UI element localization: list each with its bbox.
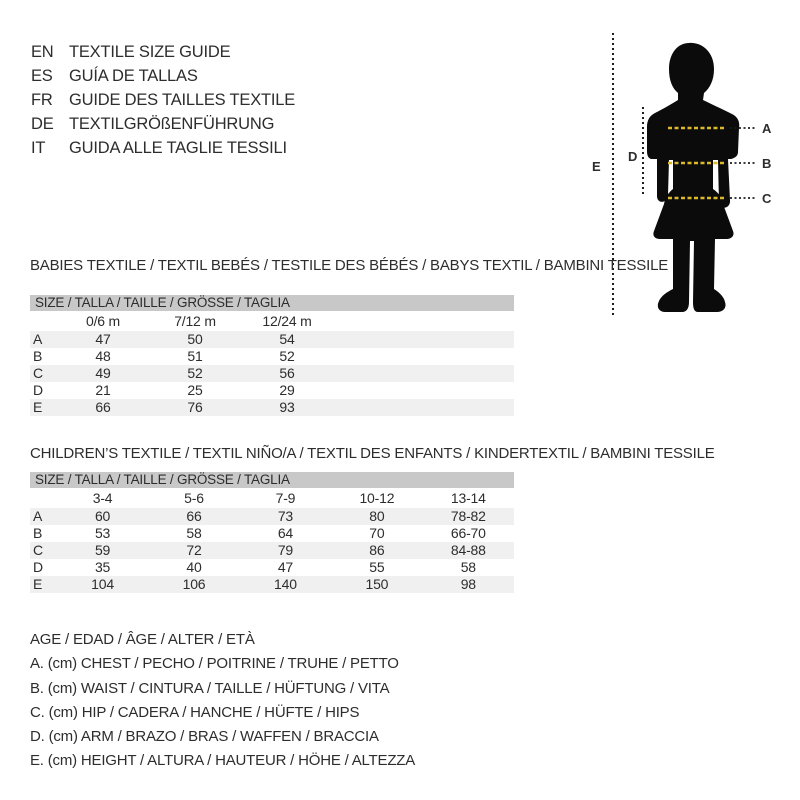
measure-label-E: E — [592, 159, 601, 174]
filler-cell — [333, 331, 514, 348]
cell-value: 104 — [91, 576, 114, 592]
cell-value: 70 — [369, 525, 385, 541]
table-row — [30, 365, 514, 382]
table-row — [30, 399, 514, 416]
cell-value: 72 — [186, 542, 202, 558]
table-row — [30, 382, 514, 399]
lang-label: GUIDA ALLE TAGLIE TESSILI — [69, 139, 287, 157]
table-row — [30, 542, 514, 559]
cell-value: 84-88 — [450, 542, 486, 558]
lang-row-es — [31, 64, 295, 88]
cell-value: 59 — [94, 542, 111, 558]
children-section-title: CHILDREN’S TEXTILE / TEXTIL NIÑO/A / TEXTIL DES ENFANTS / KINDERTEXTIL / BAMBINI TESSILE — [30, 445, 715, 462]
children-size-table — [30, 472, 514, 593]
cell-value: 66 — [95, 399, 111, 415]
children-column-header-row — [30, 488, 514, 508]
table-row — [30, 508, 514, 525]
lang-code: IT — [31, 139, 46, 157]
legend-line-waist: B. (cm) WAIST / CINTURA / TAILLE / HÜFTUNG / VITA — [30, 679, 390, 697]
cell-value: 86 — [369, 542, 385, 558]
lang-label: TEXTILGRÖßENFÜHRUNG — [69, 115, 275, 133]
cell-value: 79 — [277, 542, 294, 558]
cell-value: 78-82 — [450, 508, 486, 524]
table-row — [30, 559, 514, 576]
child-silhouette-illustration — [585, 25, 795, 320]
babies-column-header-row — [30, 311, 514, 331]
row-label: D — [33, 382, 43, 398]
measure-label-D: D — [628, 149, 638, 164]
babies-size-table — [30, 295, 514, 416]
lang-code: EN — [31, 43, 54, 61]
language-title-block — [31, 40, 295, 160]
lang-code: DE — [31, 115, 54, 133]
cell-value: 21 — [95, 382, 111, 398]
lang-label: GUIDE DES TAILLES TEXTILE — [69, 91, 296, 109]
measurement-legend — [30, 628, 415, 774]
table-row — [30, 525, 514, 542]
row-label: C — [33, 542, 43, 558]
legend-line-chest: A. (cm) CHEST / PECHO / POITRINE / TRUHE / PETTO — [30, 655, 399, 673]
filler-cell — [333, 311, 514, 331]
cell-value: 56 — [279, 365, 295, 381]
cell-value: 53 — [94, 525, 111, 541]
children-size-header-bar: SIZE / TALLA / TAILLE / GRÖSSE / TAGLIA — [30, 472, 514, 488]
row-label: E — [33, 576, 43, 592]
lang-row-it — [31, 136, 295, 160]
cell-value: 40 — [186, 559, 202, 575]
cell-value: 35 — [94, 559, 111, 575]
row-label: C — [33, 365, 43, 381]
measure-label-B: B — [762, 156, 772, 171]
column-header: 13-14 — [450, 490, 486, 506]
filler-cell — [333, 382, 514, 399]
column-header: 12/24 m — [262, 313, 312, 329]
row-label: A — [33, 508, 43, 524]
cell-value: 29 — [279, 382, 295, 398]
legend-line-age: AGE / EDAD / ÂGE / ALTER / ETÀ — [30, 631, 255, 648]
lang-code: ES — [31, 67, 53, 85]
cell-value: 50 — [187, 331, 203, 347]
row-label: D — [33, 559, 43, 575]
lang-label: TEXTILE SIZE GUIDE — [69, 43, 231, 61]
legend-line-arm: D. (cm) ARM / BRAZO / BRAS / WAFFEN / BRACCIA — [30, 728, 379, 746]
cell-value: 60 — [94, 508, 111, 524]
filler-cell — [333, 348, 514, 365]
cell-value: 150 — [365, 576, 389, 592]
cell-value: 58 — [186, 525, 202, 541]
cell-value: 66-70 — [450, 525, 486, 541]
cell-value: 25 — [187, 382, 203, 398]
lang-row-en — [31, 40, 295, 64]
cell-value: 49 — [95, 365, 111, 381]
cell-value: 58 — [460, 559, 476, 575]
column-header: 10-12 — [359, 490, 395, 506]
row-label: A — [33, 331, 43, 347]
measure-label-A: A — [762, 121, 772, 136]
lang-label: GUÍA DE TALLAS — [69, 67, 198, 85]
cell-value: 73 — [277, 508, 294, 524]
babies-section-title: BABIES TEXTILE / TEXTIL BEBÉS / TESTILE DES BÉBÉS / BABYS TEXTIL / BAMBINI TESSILE — [30, 257, 669, 274]
row-label: E — [33, 399, 43, 415]
lang-code: FR — [31, 91, 53, 109]
cell-value: 52 — [187, 365, 203, 381]
cell-value: 52 — [279, 348, 295, 364]
column-header: 0/6 m — [85, 313, 120, 329]
cell-value: 98 — [460, 576, 476, 592]
cell-value: 76 — [187, 399, 203, 415]
cell-value: 66 — [186, 508, 202, 524]
row-label: B — [33, 525, 43, 541]
measurement-figure — [585, 25, 795, 320]
cell-value: 64 — [277, 525, 294, 541]
column-header: 5-6 — [184, 490, 204, 506]
corner-cell — [30, 311, 57, 331]
table-row — [30, 348, 514, 365]
cell-value: 80 — [369, 508, 385, 524]
table-row — [30, 576, 514, 593]
filler-cell — [333, 365, 514, 382]
column-header: 7-9 — [275, 490, 296, 506]
cell-value: 55 — [369, 559, 385, 575]
cell-value: 106 — [182, 576, 206, 592]
filler-cell — [333, 399, 514, 416]
column-header: 3-4 — [92, 490, 113, 506]
table-row — [30, 331, 514, 348]
cell-value: 48 — [95, 348, 111, 364]
row-label: B — [33, 348, 43, 364]
measure-label-C: C — [762, 191, 772, 206]
cell-value: 140 — [274, 576, 297, 592]
babies-size-header-bar: SIZE / TALLA / TAILLE / GRÖSSE / TAGLIA — [30, 295, 514, 311]
cell-value: 93 — [279, 399, 295, 415]
corner-cell — [30, 488, 57, 508]
cell-value: 47 — [277, 559, 294, 575]
lang-row-de — [31, 112, 295, 136]
cell-value: 47 — [95, 331, 111, 347]
column-header: 7/12 m — [174, 313, 216, 329]
lang-row-fr — [31, 88, 295, 112]
cell-value: 51 — [187, 348, 203, 364]
legend-line-hip: C. (cm) HIP / CADERA / HANCHE / HÜFTE / HIPS — [30, 703, 360, 721]
cell-value: 54 — [279, 331, 295, 347]
legend-line-height: E. (cm) HEIGHT / ALTURA / HAUTEUR / HÖHE / ALTEZZA — [30, 752, 416, 770]
